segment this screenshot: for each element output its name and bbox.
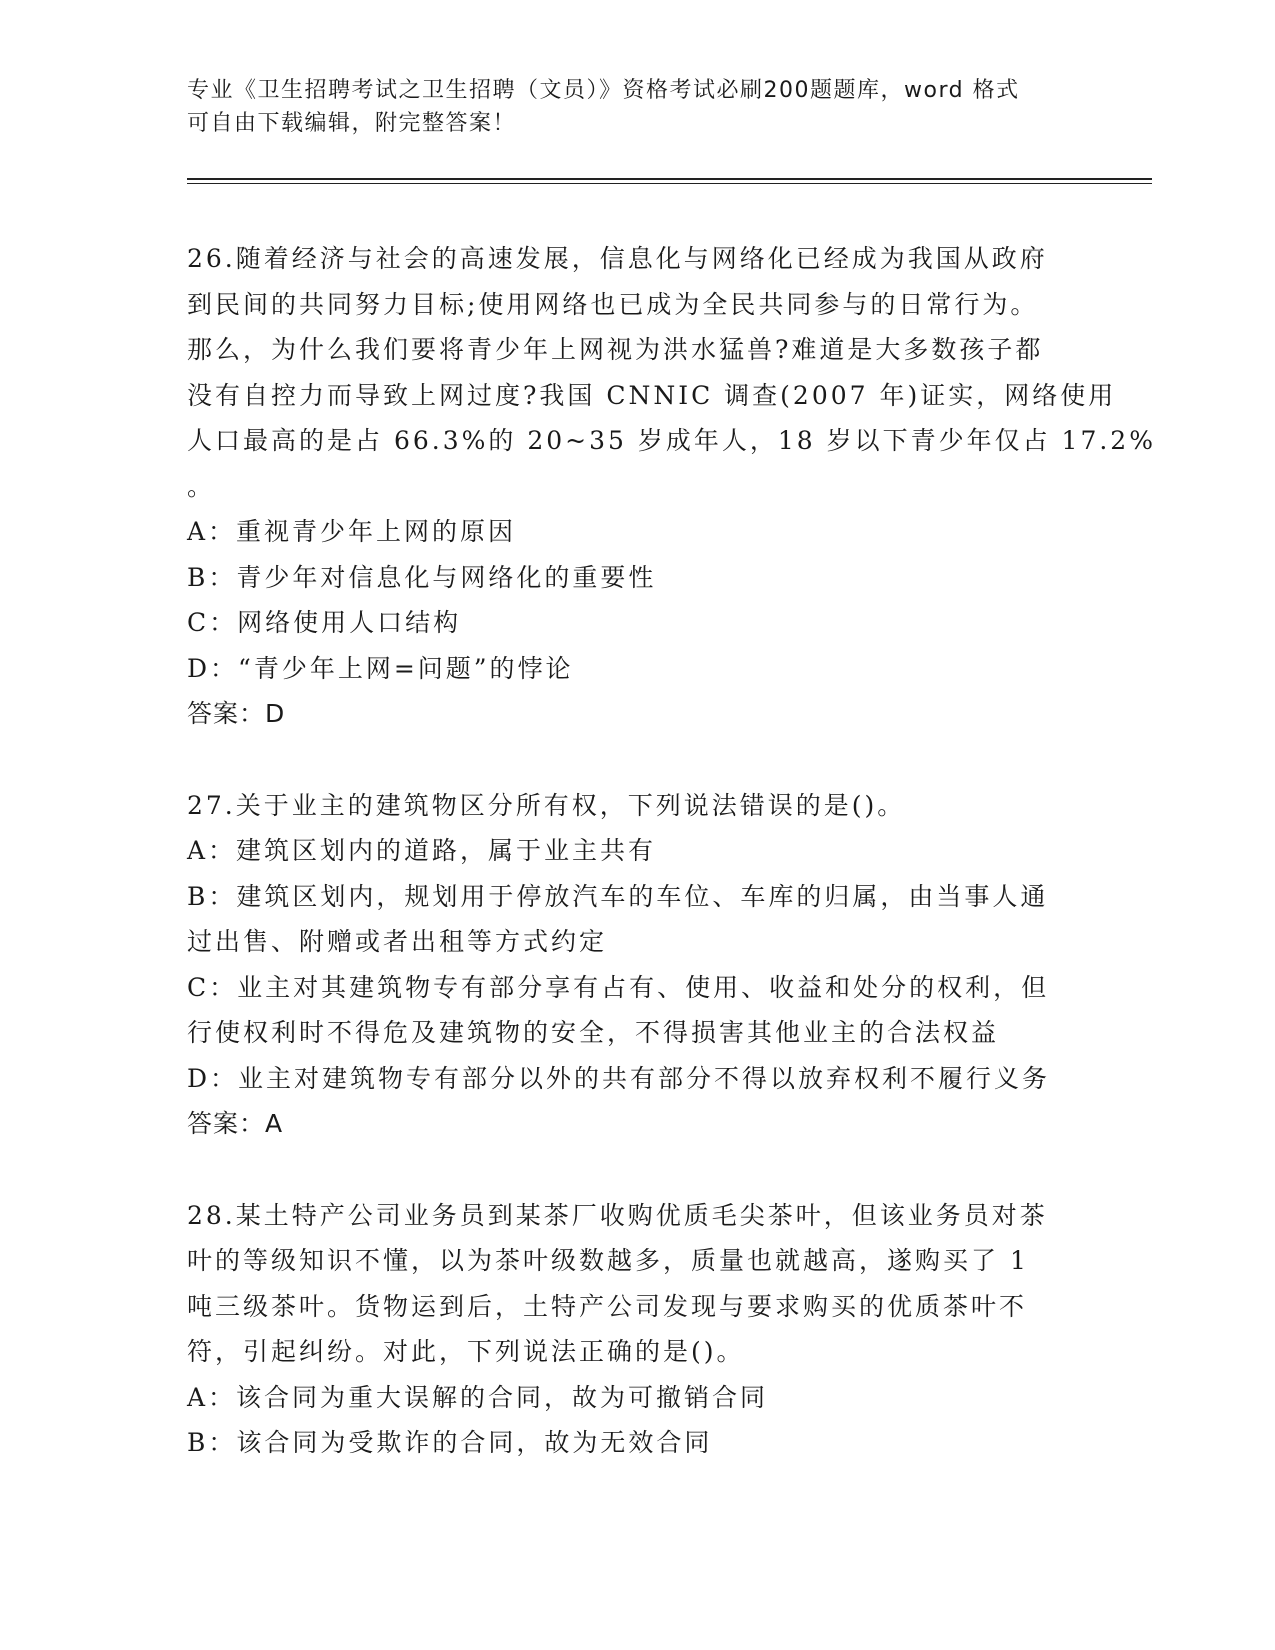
header-divider [187,178,1152,180]
question-stem-line: 到民间的共同努力目标;使用网络也已成为全民共同参与的日常行为。 [187,289,1039,319]
option-d: D：业主对建筑物专有部分以外的共有部分不得以放弃权利不履行义务 [187,1063,1051,1093]
option-b: B：青少年对信息化与网络化的重要性 [187,562,657,592]
header-line: 可自由下载编辑，附完整答案！ [187,111,517,136]
question-stem-line: 人口最高的是占 66.3%的 20~35 岁成年人，18 岁以下青少年仅占 17.2% [187,426,1156,455]
question-26 [187,236,1156,737]
question-stem-line: 。 [187,471,216,501]
option-c-continued: 行使权利时不得危及建筑物的安全，不得损害其他业主的合法权益 [187,1018,1000,1047]
header-line: 专业《卫生招聘考试之卫生招聘（文员）》资格考试必刷200题题库，word 格式 [187,78,1020,103]
option-d: D：“青少年上网=问题”的悖论 [187,653,574,683]
option-a: A：建筑区划内的道路，属于业主共有 [187,836,657,865]
header-divider-thin [187,183,1152,184]
question-stem-line: 27.关于业主的建筑物区分所有权，下列说法错误的是()。 [187,790,906,820]
option-a: A：重视青少年上网的原因 [187,517,517,546]
question-27 [187,783,1087,1147]
answer-line: 答案：A [187,1109,284,1138]
document-header [187,74,1087,140]
question-stem-line: 符，引起纠纷。对此，下列说法正确的是()。 [187,1337,745,1366]
question-stem-line: 没有自控力而导致上网过度?我国 CNNIC 调查(2007 年)证实，网络使用 [187,380,1117,410]
question-list [187,236,1156,1466]
spacer [187,737,1087,783]
option-b: B：该合同为受欺诈的合同，故为无效合同 [187,1428,713,1457]
question-stem-line: 吨三级茶叶。货物运到后，土特产公司发现与要求购买的优质茶叶不 [187,1291,1028,1321]
spacer [187,1147,1087,1193]
question-stem-line: 那么，为什么我们要将青少年上网视为洪水猛兽?难道是大多数孩子都 [187,335,1044,364]
answer-line: 答案：D [187,699,286,728]
question-stem-line: 26.随着经济与社会的高速发展，信息化与网络化已经成为我国从政府 [187,244,1048,273]
option-c: C：业主对其建筑物专有部分享有占有、使用、收益和处分的权利，但 [187,972,1050,1002]
option-a: A：该合同为重大误解的合同，故为可撤销合同 [187,1382,769,1412]
question-28 [187,1193,1087,1466]
option-b-continued: 过出售、附赠或者出租等方式约定 [187,927,608,956]
question-stem-line: 28.某土特产公司业务员到某茶厂收购优质毛尖茶叶，但该业务员对茶 [187,1200,1048,1230]
option-c: C：网络使用人口结构 [187,608,462,637]
question-stem-line: 叶的等级知识不懂，以为茶叶级数越多，质量也就越高，遂购买了 1 [187,1246,1029,1275]
option-b: B：建筑区划内，规划用于停放汽车的车位、车库的归属，由当事人通 [187,881,1049,911]
